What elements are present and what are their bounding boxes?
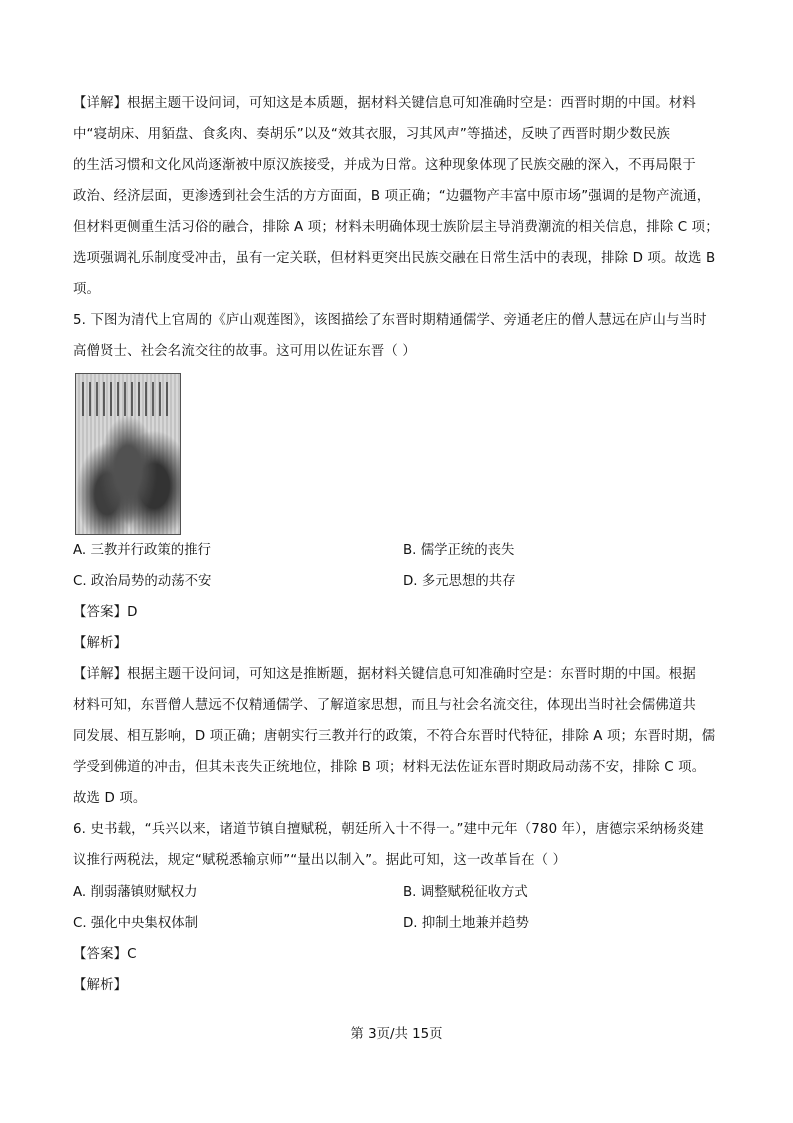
paragraph-line-3: 的生活习惯和文化风尚逐渐被中原汉族接受，并成为日常。这种现象体现了民族交融的深入，不再局限于 xyxy=(73,158,696,173)
question-5-detail-line-3: 同发展、相互影响，D 项正确；唐朝实行三教并行的政策，不符合东晋时代特征，排除 A 项；东晋时期，儒 xyxy=(73,729,716,744)
question-6-answer: 【答案】C xyxy=(73,947,137,962)
painting-inscription-marks xyxy=(82,382,172,416)
question-6-option-c: C. 强化中央集权体制 xyxy=(73,916,198,931)
question-5-stem-line-1: 5. 下图为清代上官周的《庐山观莲图》，该图描绘了东晋时期精通儒学、旁通老庄的僧人慧远在庐山与当时 xyxy=(73,313,707,328)
question-5-detail-line-1: 【详解】根据主题干设问词，可知这是推断题，据材料关键信息可知准确时空是：东晋时期的中国。根据 xyxy=(73,667,696,682)
paragraph-line-6: 选项强调礼乐制度受冲击，虽有一定关联，但材料更突出民族交融在日常生活中的表现，排除 D 项。故选 B xyxy=(73,251,716,266)
question-6-analysis-label: 【解析】 xyxy=(73,978,128,993)
question-5-answer: 【答案】D xyxy=(73,605,138,620)
question-6-option-b: B. 调整赋税征收方式 xyxy=(403,885,528,900)
question-5-detail-line-5: 故选 D 项。 xyxy=(73,791,147,806)
paragraph-line-1: 【详解】根据主题干设问词，可知这是本质题，据材料关键信息可知准确时空是：西晋时期的中国。材料 xyxy=(73,96,696,111)
question-5-analysis-label: 【解析】 xyxy=(73,636,128,651)
lushan-lotus-painting-image xyxy=(75,373,181,535)
question-5-detail-line-4: 学受到佛道的冲击，但其未丧失正统地位，排除 B 项；材料无法佐证东晋时期政局动荡不安，排除 C 项。 xyxy=(73,760,706,775)
question-5-stem-line-2: 高僧贤士、社会名流交往的故事。这可用以佐证东晋（ ） xyxy=(73,344,416,359)
question-5-detail-line-2: 材料可知，东晋僧人慧远不仅精通儒学、了解道家思想，而且与社会名流交往，体现出当时社会儒佛道共 xyxy=(73,698,696,713)
question-6-option-a: A. 削弱藩镇财赋权力 xyxy=(73,885,198,900)
question-5-option-b: B. 儒学正统的丧失 xyxy=(403,543,515,558)
paragraph-line-4: 政治、经济层面，更渗透到社会生活的方方面面，B 项正确；“边疆物产丰富中原市场”强调的是物产流通， xyxy=(73,189,711,204)
paragraph-line-5: 但材料更侧重生活习俗的融合，排除 A 项；材料未明确体现士族阶层主导消费潮流的相关信息，排除 C 项； xyxy=(73,220,719,235)
question-6-stem-line-2: 议推行两税法，规定“赋税悉输京师”“量出以制入”。据此可知，这一改革旨在（ ） xyxy=(73,853,567,868)
question-5-option-c: C. 政治局势的动荡不安 xyxy=(73,574,212,589)
question-5-option-a: A. 三教并行政策的推行 xyxy=(73,543,211,558)
page-number-footer: 第 3页/共 15页 xyxy=(350,1027,443,1042)
paragraph-line-7: 项。 xyxy=(73,282,101,297)
question-6-stem-line-1: 6. 史书载，“兵兴以来，诸道节镇自擅赋税，朝廷所入十不得一。”建中元年（780 年），唐德宗采纳杨炎建 xyxy=(73,822,704,837)
question-5-option-d: D. 多元思想的共存 xyxy=(403,574,516,589)
question-6-option-d: D. 抑制土地兼并趋势 xyxy=(403,916,529,931)
paragraph-line-2: 中“寝胡床、用貊盘、食炙肉、奏胡乐”以及“效其衣服，习其风声”等描述，反映了西晋时期少数民族 xyxy=(73,127,671,142)
